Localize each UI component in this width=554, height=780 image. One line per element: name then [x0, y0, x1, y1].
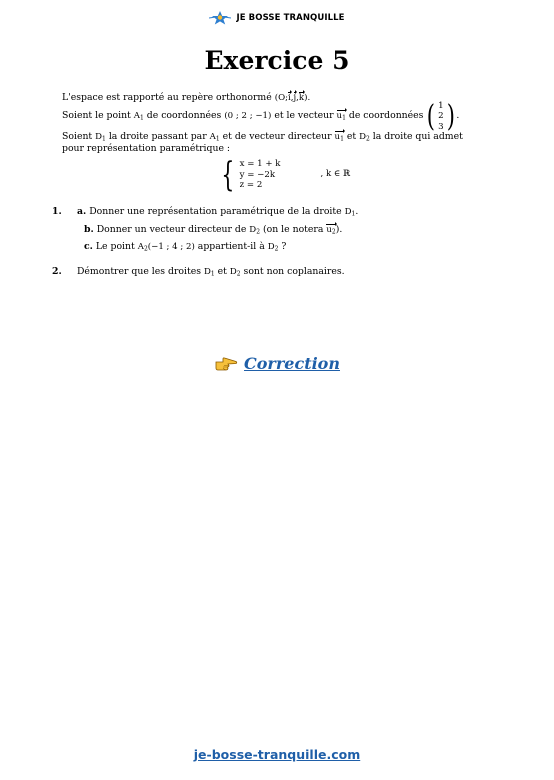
text: et de vecteur directeur — [222, 130, 332, 142]
text: ). — [335, 223, 343, 235]
text: Soient — [62, 130, 93, 142]
line-D1 — [204, 267, 215, 277]
entry: 1 — [438, 100, 444, 111]
vector-u2 — [326, 225, 335, 235]
text: sont non coplanaires. — [243, 265, 345, 277]
text: et — [217, 265, 227, 277]
entry: 2 — [438, 111, 444, 122]
system-equations — [240, 159, 281, 191]
point-A2 — [138, 242, 195, 252]
text: la droite qui admet — [372, 130, 463, 142]
brand-name: JE BOSSE TRANQUILLE — [236, 13, 345, 23]
letter: D — [229, 266, 237, 277]
letter: A — [209, 131, 216, 142]
text: (on le notera — [262, 223, 324, 235]
point-A1 — [210, 132, 220, 142]
column-entries — [437, 101, 444, 133]
vector-letter: u — [336, 110, 343, 121]
text: de coordonnées — [146, 110, 222, 122]
letter: u — [326, 224, 332, 235]
letter: u — [334, 131, 341, 142]
text: . — [456, 110, 460, 122]
frame-open: (O; — [274, 93, 289, 103]
column-vector — [425, 98, 456, 134]
subscript: 1 — [139, 114, 144, 122]
line-D1 — [344, 205, 359, 218]
question-2 — [52, 265, 502, 279]
brand-header — [0, 11, 554, 25]
question-1 — [52, 205, 502, 254]
intro-line-4: pour représentation paramétrique : — [62, 143, 231, 155]
question-2-line — [52, 265, 502, 279]
letter: D — [249, 224, 257, 235]
vector-k: k — [298, 93, 305, 103]
left-brace: { — [221, 154, 235, 195]
subscript: 2 — [274, 245, 279, 253]
line-D2 — [249, 225, 260, 235]
equation-y: y = −2k — [239, 169, 276, 180]
text: Démontrer que les droites — [76, 265, 201, 277]
subscript: 1 — [210, 270, 215, 278]
website-link[interactable]: je-bosse-tranquille.com — [193, 747, 361, 762]
frame-close: ). — [304, 93, 311, 103]
question-1c — [84, 241, 502, 254]
sub-label: a. — [76, 205, 87, 217]
line-D2 — [230, 267, 241, 277]
sub-label: c. — [84, 241, 93, 253]
text: ? — [278, 241, 287, 253]
coordinates: (−1 ; 4 ; 2) — [147, 242, 195, 253]
subscript: 1 — [351, 210, 356, 218]
text: . — [355, 205, 359, 217]
star-logo-icon — [209, 11, 231, 25]
sub-label: b. — [84, 223, 94, 235]
equation-z: z = 2 — [239, 180, 263, 191]
text: Soient le point — [62, 110, 131, 122]
question-number: 2. — [52, 265, 62, 277]
subscript: 2 — [331, 228, 336, 236]
intro-text: L'espace est rapporté au repère orthonormé — [62, 92, 272, 103]
exercise-body — [52, 92, 502, 284]
letter: D — [359, 131, 366, 142]
question-number: 1. — [52, 205, 62, 217]
text: la droite passant par — [108, 130, 207, 142]
text: de coordonnées — [348, 110, 424, 122]
letter: D — [95, 131, 103, 142]
frame: (O;i,j,k). — [274, 93, 311, 103]
line-D1 — [95, 132, 106, 142]
subscript: 1 — [215, 135, 220, 143]
text: appartient-il à — [197, 241, 265, 253]
text: Donner un vecteur directeur de — [96, 223, 247, 235]
subscript: 1 — [102, 135, 106, 143]
point-letter: A — [133, 110, 140, 121]
letter: D — [203, 266, 211, 277]
intro-line-3 — [62, 131, 502, 144]
correction-link[interactable]: Correction — [244, 354, 340, 373]
text: et le vecteur — [274, 110, 334, 122]
equation-x: x = 1 + k — [239, 158, 281, 169]
parameter-domain: , k ∈ ℝ — [320, 169, 351, 180]
coordinates: (0 ; 2 ; −1) — [224, 110, 272, 121]
line-D2 — [268, 242, 279, 252]
point-A1 — [134, 111, 144, 123]
parametric-system — [217, 154, 502, 195]
text: Le point — [95, 241, 135, 253]
page-title: Exercice 5 — [204, 46, 350, 75]
vector-u1 — [337, 111, 346, 123]
question-list — [52, 205, 502, 278]
letter: A — [137, 242, 144, 253]
pointing-hand-icon — [214, 356, 238, 372]
subscript: 1 — [340, 135, 344, 143]
entry: 3 — [438, 122, 444, 133]
text: Donner une représentation paramétrique de la droite — [89, 205, 342, 217]
line-D2 — [359, 132, 370, 142]
right-paren: ) — [446, 98, 455, 134]
left-paren: ( — [427, 98, 436, 134]
subscript: 2 — [143, 245, 148, 253]
subscript: 1 — [342, 114, 346, 122]
vector-i: i — [288, 93, 291, 103]
letter: D — [344, 206, 352, 217]
correction-link-row — [0, 354, 554, 373]
text: et — [346, 130, 357, 142]
question-1b — [84, 224, 502, 237]
question-1a — [52, 205, 502, 219]
vector-j: j — [293, 93, 297, 103]
vector-u1 — [335, 132, 344, 142]
subscript: 2 — [366, 135, 370, 143]
letter: D — [267, 242, 275, 253]
subscript: 2 — [236, 270, 241, 278]
subscript: 2 — [256, 228, 261, 236]
footer — [0, 744, 554, 763]
